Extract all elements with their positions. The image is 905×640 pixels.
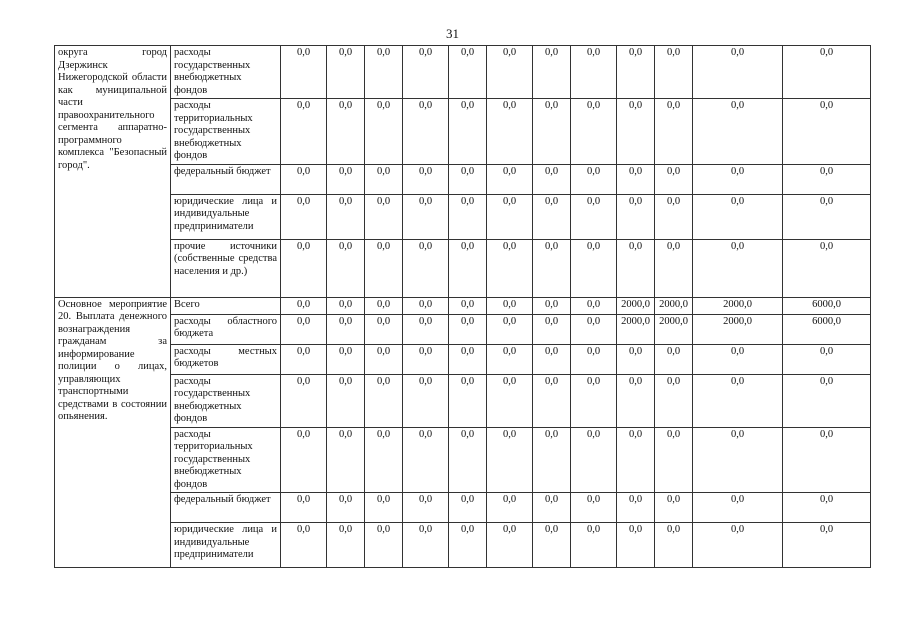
- amount-cell: 0,0: [365, 427, 403, 493]
- amount-cell: 0,0: [403, 344, 449, 374]
- table-row: [55, 374, 871, 427]
- table-row: [55, 314, 871, 344]
- amount-cell: 0,0: [327, 46, 365, 99]
- funding-source: Всего: [171, 297, 281, 314]
- amount-cell: 0,0: [449, 46, 487, 99]
- amount-cell: 0,0: [655, 239, 693, 297]
- amount-cell: 0,0: [281, 239, 327, 297]
- amount-cell: 0,0: [403, 46, 449, 99]
- table-row: [55, 493, 871, 523]
- amount-cell: 0,0: [533, 493, 571, 523]
- amount-cell: 0,0: [783, 523, 871, 568]
- amount-cell: 0,0: [365, 523, 403, 568]
- amount-cell: 0,0: [693, 374, 783, 427]
- measure-description: Основное мероприятие 20. Выплата денежного вознаграждения гражданам за информирование полиции о лицах, управляющих транспортными средствами в состоянии опьянения.: [55, 297, 171, 568]
- amount-cell: 0,0: [655, 194, 693, 239]
- amount-cell: 0,0: [327, 239, 365, 297]
- amount-cell: 0,0: [403, 374, 449, 427]
- amount-cell: 0,0: [571, 297, 617, 314]
- amount-cell: 0,0: [571, 523, 617, 568]
- amount-cell: 0,0: [487, 297, 533, 314]
- amount-cell: 0,0: [655, 374, 693, 427]
- amount-cell: 0,0: [327, 374, 365, 427]
- amount-cell: 0,0: [281, 297, 327, 314]
- amount-cell: 0,0: [693, 164, 783, 194]
- amount-cell: 0,0: [327, 523, 365, 568]
- amount-cell: 0,0: [533, 239, 571, 297]
- amount-cell: 0,0: [449, 427, 487, 493]
- amount-cell: 0,0: [617, 46, 655, 99]
- amount-cell: 0,0: [281, 46, 327, 99]
- amount-cell: 0,0: [281, 99, 327, 165]
- amount-cell: 0,0: [281, 427, 327, 493]
- amount-cell: 0,0: [327, 297, 365, 314]
- amount-cell: 0,0: [449, 194, 487, 239]
- amount-cell: 0,0: [693, 46, 783, 99]
- table-row: [55, 239, 871, 297]
- funding-source: расходы местных бюджетов: [171, 344, 281, 374]
- funding-source: расходы государственных внебюджетных фондов: [171, 374, 281, 427]
- amount-cell: 2000,0: [655, 297, 693, 314]
- amount-cell: 0,0: [533, 99, 571, 165]
- budget-table: [54, 45, 871, 568]
- amount-cell: 0,0: [449, 493, 487, 523]
- table-row: [55, 523, 871, 568]
- funding-source: юридические лица и индивидуальные предприниматели: [171, 194, 281, 239]
- amount-cell: 0,0: [693, 194, 783, 239]
- amount-cell: 0,0: [487, 194, 533, 239]
- amount-cell: 0,0: [617, 344, 655, 374]
- amount-cell: 0,0: [449, 344, 487, 374]
- amount-cell: 0,0: [487, 374, 533, 427]
- amount-cell: 0,0: [487, 344, 533, 374]
- amount-cell: 0,0: [281, 194, 327, 239]
- measure-description: округа город Дзержинск Нижегородской области как муниципальной части правоохранительного сегмента аппаратно-программного комплекса "Безопасный город".: [55, 46, 171, 298]
- amount-cell: 0,0: [327, 314, 365, 344]
- amount-cell: 0,0: [365, 314, 403, 344]
- amount-cell: 0,0: [449, 374, 487, 427]
- budget-table-body: [55, 46, 871, 568]
- amount-cell: 0,0: [533, 194, 571, 239]
- amount-cell: 0,0: [571, 239, 617, 297]
- funding-source: расходы областного бюджета: [171, 314, 281, 344]
- amount-cell: 0,0: [655, 164, 693, 194]
- funding-source: федеральный бюджет: [171, 164, 281, 194]
- amount-cell: 0,0: [693, 523, 783, 568]
- funding-source: федеральный бюджет: [171, 493, 281, 523]
- amount-cell: 0,0: [403, 427, 449, 493]
- amount-cell: 0,0: [449, 314, 487, 344]
- amount-cell: 0,0: [487, 239, 533, 297]
- amount-cell: 0,0: [617, 239, 655, 297]
- amount-cell: 0,0: [655, 344, 693, 374]
- table-row: [55, 194, 871, 239]
- amount-cell: 0,0: [693, 344, 783, 374]
- table-row: [55, 46, 871, 99]
- amount-cell: 0,0: [571, 46, 617, 99]
- amount-cell: 0,0: [449, 239, 487, 297]
- amount-cell: 2000,0: [617, 314, 655, 344]
- amount-cell: 0,0: [693, 239, 783, 297]
- amount-cell: 0,0: [783, 46, 871, 99]
- amount-cell: 0,0: [327, 493, 365, 523]
- amount-cell: 0,0: [571, 344, 617, 374]
- amount-cell: 0,0: [365, 46, 403, 99]
- amount-cell: 0,0: [449, 164, 487, 194]
- amount-cell: 0,0: [693, 427, 783, 493]
- amount-cell: 0,0: [571, 493, 617, 523]
- amount-cell: 0,0: [533, 297, 571, 314]
- amount-cell: 0,0: [617, 523, 655, 568]
- amount-cell: 2000,0: [693, 297, 783, 314]
- amount-cell: 0,0: [365, 239, 403, 297]
- amount-cell: 0,0: [281, 493, 327, 523]
- amount-cell: 0,0: [487, 46, 533, 99]
- amount-cell: 0,0: [403, 99, 449, 165]
- amount-cell: 0,0: [533, 374, 571, 427]
- amount-cell: 0,0: [365, 164, 403, 194]
- amount-cell: 0,0: [365, 194, 403, 239]
- table-row: [55, 99, 871, 165]
- amount-cell: 0,0: [449, 523, 487, 568]
- amount-cell: 0,0: [571, 164, 617, 194]
- amount-cell: 0,0: [487, 427, 533, 493]
- amount-cell: 0,0: [571, 427, 617, 493]
- amount-cell: 0,0: [403, 297, 449, 314]
- amount-cell: 0,0: [403, 493, 449, 523]
- amount-cell: 0,0: [617, 99, 655, 165]
- amount-cell: 0,0: [365, 344, 403, 374]
- amount-cell: 0,0: [327, 427, 365, 493]
- amount-cell: 0,0: [281, 344, 327, 374]
- amount-cell: 0,0: [783, 493, 871, 523]
- amount-cell: 0,0: [571, 194, 617, 239]
- amount-cell: 0,0: [571, 374, 617, 427]
- amount-cell: 0,0: [655, 523, 693, 568]
- amount-cell: 0,0: [403, 194, 449, 239]
- amount-cell: 0,0: [783, 164, 871, 194]
- amount-cell: 0,0: [403, 314, 449, 344]
- funding-source: прочие источники (собственные средства населения и др.): [171, 239, 281, 297]
- amount-cell: 0,0: [533, 164, 571, 194]
- amount-cell: 0,0: [693, 99, 783, 165]
- amount-cell: 2000,0: [617, 297, 655, 314]
- amount-cell: 0,0: [783, 427, 871, 493]
- amount-cell: 0,0: [281, 523, 327, 568]
- amount-cell: 0,0: [487, 314, 533, 344]
- amount-cell: 0,0: [487, 493, 533, 523]
- table-row: [55, 427, 871, 493]
- amount-cell: 0,0: [617, 194, 655, 239]
- amount-cell: 0,0: [533, 46, 571, 99]
- amount-cell: 0,0: [655, 46, 693, 99]
- amount-cell: 0,0: [281, 374, 327, 427]
- page-number: 31: [446, 26, 459, 41]
- amount-cell: 0,0: [783, 239, 871, 297]
- amount-cell: 0,0: [533, 523, 571, 568]
- funding-source: расходы территориальных государственных внебюджетных фондов: [171, 99, 281, 165]
- amount-cell: 0,0: [403, 523, 449, 568]
- amount-cell: 2000,0: [693, 314, 783, 344]
- table-row: [55, 297, 871, 314]
- amount-cell: 0,0: [617, 164, 655, 194]
- amount-cell: 0,0: [327, 99, 365, 165]
- amount-cell: 0,0: [365, 493, 403, 523]
- amount-cell: 0,0: [365, 374, 403, 427]
- amount-cell: 6000,0: [783, 314, 871, 344]
- amount-cell: 0,0: [365, 99, 403, 165]
- amount-cell: 0,0: [533, 314, 571, 344]
- amount-cell: 0,0: [487, 523, 533, 568]
- funding-source: юридические лица и индивидуальные предприниматели: [171, 523, 281, 568]
- funding-source: расходы государственных внебюджетных фондов: [171, 46, 281, 99]
- amount-cell: 0,0: [655, 493, 693, 523]
- amount-cell: 0,0: [533, 427, 571, 493]
- amount-cell: 0,0: [533, 344, 571, 374]
- amount-cell: 0,0: [617, 493, 655, 523]
- amount-cell: 0,0: [327, 344, 365, 374]
- amount-cell: 0,0: [327, 164, 365, 194]
- funding-source: расходы территориальных государственных внебюджетных фондов: [171, 427, 281, 493]
- amount-cell: 0,0: [449, 297, 487, 314]
- amount-cell: 0,0: [655, 99, 693, 165]
- amount-cell: 0,0: [617, 427, 655, 493]
- amount-cell: 0,0: [487, 164, 533, 194]
- amount-cell: 6000,0: [783, 297, 871, 314]
- amount-cell: 0,0: [281, 314, 327, 344]
- amount-cell: 0,0: [571, 99, 617, 165]
- table-row: [55, 344, 871, 374]
- amount-cell: 0,0: [403, 239, 449, 297]
- amount-cell: 0,0: [783, 374, 871, 427]
- amount-cell: 0,0: [449, 99, 487, 165]
- amount-cell: 0,0: [487, 99, 533, 165]
- table-row: [55, 164, 871, 194]
- amount-cell: 0,0: [571, 314, 617, 344]
- amount-cell: 0,0: [617, 374, 655, 427]
- amount-cell: 0,0: [365, 297, 403, 314]
- amount-cell: 0,0: [403, 164, 449, 194]
- amount-cell: 0,0: [327, 194, 365, 239]
- amount-cell: 0,0: [655, 427, 693, 493]
- amount-cell: 0,0: [281, 164, 327, 194]
- amount-cell: 0,0: [783, 194, 871, 239]
- amount-cell: 0,0: [783, 99, 871, 165]
- amount-cell: 0,0: [693, 493, 783, 523]
- amount-cell: 0,0: [783, 344, 871, 374]
- amount-cell: 2000,0: [655, 314, 693, 344]
